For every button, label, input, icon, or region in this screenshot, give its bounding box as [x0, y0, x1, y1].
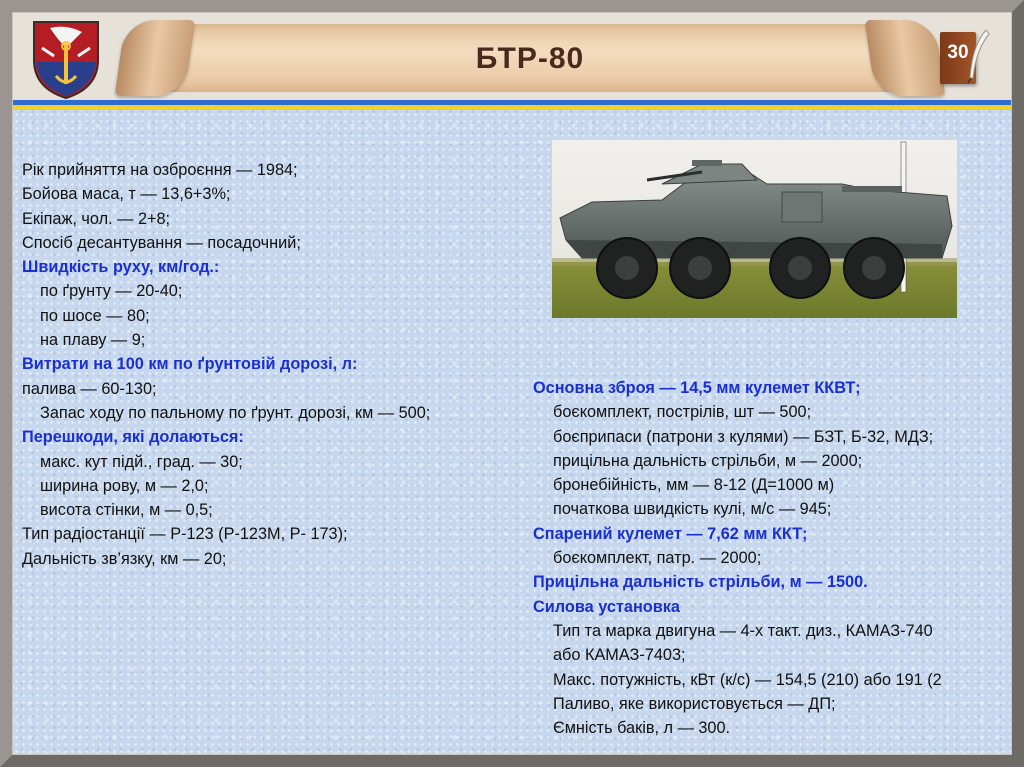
spec-line: Тип та марка двигуна — 4-х такт. диз., КАМАЗ-740 — [553, 621, 933, 640]
spec-heading: Прицільна дальність стрільби, м — 1500. — [533, 573, 868, 592]
spec-line: Тип радіостанції — Р-123 (Р-123М, Р- 173); — [22, 525, 348, 544]
spec-line: Рік прийняття на озброєння — 1984; — [22, 161, 298, 179]
page-number: 30 — [947, 42, 969, 63]
spec-line: боєкомплект, пострілів, шт — 500; — [553, 403, 812, 422]
flag-stripe-yellow — [13, 105, 1011, 110]
spec-line: Паливо, яке використовується — ДП; — [553, 694, 836, 713]
spec-line: боєкомплект, патр. — 2000; — [553, 549, 762, 568]
spec-line: по шосе — 80; — [40, 306, 150, 325]
spec-line: Дальність зв’язку, км — 20; — [22, 549, 227, 568]
slide-title: БТР-80 — [475, 42, 585, 75]
spec-line: прицільна дальність стрільби, м — 2000; — [553, 451, 863, 470]
spec-heading: Швидкість руху, км/год.: — [22, 258, 220, 277]
spec-line: бронебійність, мм — 8-12 (Д=1000 м) — [553, 476, 835, 495]
spec-line: або КАМАЗ-7403; — [553, 646, 686, 665]
spec-heading: Спарений кулемет — 7,62 мм ККТ; — [533, 524, 808, 543]
spec-line: Запас ходу по пальному по ґрунт. дорозі, км — 500; — [40, 403, 431, 422]
spec-line: Екіпаж, чол. — 2+8; — [22, 209, 171, 228]
spec-line: висота стінки, м — 0,5; — [40, 501, 213, 520]
specs-left-column — [22, 158, 527, 571]
spec-line: ширина рову, м — 2,0; — [40, 476, 209, 495]
page-number-badge — [940, 28, 984, 86]
spec-line: по ґрунту — 20-40; — [40, 282, 183, 301]
spec-heading: Перешкоди, які долаються: — [22, 428, 244, 447]
spec-line: боєприпаси (патрони з кулями) — БЗТ, Б-32, МДЗ; — [553, 427, 934, 446]
spec-heading: Силова установка — [533, 597, 680, 616]
military-emblem-icon — [30, 18, 102, 100]
spec-line: палива — 60-130; — [22, 379, 157, 398]
spec-line: на плаву — 9; — [40, 331, 146, 350]
spec-line: Бойова маса, т — 13,6+3%; — [22, 185, 231, 204]
spec-line: макс. кут підй., град. — 30; — [40, 452, 243, 471]
spec-line: Макс. потужність, кВт (к/с) — 154,5 (210) або 191 (2 — [553, 670, 942, 689]
btr-80-vehicle-photo — [552, 140, 957, 318]
title-scroll-banner — [120, 20, 940, 96]
spec-line: початкова швидкість кулі, м/с — 945; — [553, 500, 832, 519]
specs-right-column — [533, 376, 1023, 740]
spec-heading: Витрати на 100 км по ґрунтовій дорозі, л: — [22, 355, 358, 374]
spec-heading: Основна зброя — 14,5 мм кулемет ККВТ; — [533, 379, 861, 397]
spec-line: Ємність баків, л — 300. — [553, 719, 731, 738]
spec-line: Спосіб десантування — посадочний; — [22, 233, 301, 252]
